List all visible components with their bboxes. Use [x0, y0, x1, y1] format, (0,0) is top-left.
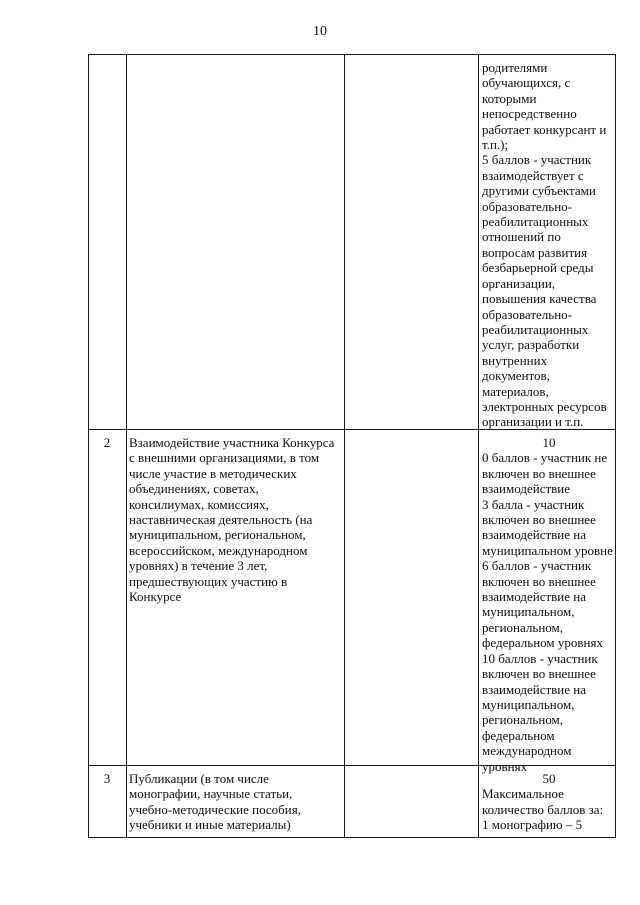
row-1-score-line: образовательно- [482, 306, 572, 322]
row-1-score-cell [482, 60, 616, 430]
table-border-top [88, 54, 616, 55]
row-1-score-line: реабилитационных [482, 214, 589, 230]
row-2-criterion-line: с внешними организациями, в том [129, 450, 320, 466]
row-1-score-line: реабилитационных [482, 321, 589, 337]
row-2-score-line: 6 баллов - участник [482, 558, 592, 574]
row-2-number: 2 [103, 435, 111, 450]
row-3-criterion-line: монографии, научные статьи, [129, 786, 293, 802]
row-3-criterion-line: Публикации (в том числе [129, 771, 269, 786]
row-1-score-line: другими субъектами [482, 183, 596, 199]
row-1-score-line: образовательно- [482, 198, 572, 214]
row-2-score-line: уровнях [482, 758, 528, 774]
row-2-max-score: 10 [542, 435, 556, 450]
row-2-score-line: включен во внешнее [482, 666, 596, 682]
table-border-col1 [126, 54, 127, 838]
row-2-score-line: 3 балла - участник [482, 496, 585, 512]
row-1-score-line: отношений по [482, 229, 561, 245]
row-1-score-line: взаимодействует с [482, 167, 584, 183]
row-3-criterion-cell [129, 771, 343, 833]
row-3-score-line: Максимальное [482, 786, 564, 802]
row-2-score-line: 10 баллов - участник [482, 650, 598, 666]
row-2-score-line: 0 баллов - участник не [482, 450, 608, 466]
row-2-score-line: международном [482, 743, 572, 759]
row-1-score-line: непосредственно [482, 106, 577, 122]
row-2-score-line: муниципальном уровне [482, 542, 613, 558]
row-1-score-line: организации, [482, 275, 556, 291]
row-2-criterion-line: консилиумах, комиссиях, [129, 496, 269, 512]
row-2-criterion-line: наставническая деятельность (на [129, 512, 313, 528]
row-2-criterion-line: муниципальном, региональном, [129, 527, 306, 543]
row-1-score-line: работает конкурсант и [482, 121, 607, 137]
row-3-score-cell [482, 771, 616, 833]
row-2-score-line: федеральном уровнях [482, 635, 603, 651]
row-2-criterion-line: Взаимодействие участника Конкурса [129, 435, 335, 450]
row-2-criterion-line: уровнях) в течение 3 лет, [129, 558, 268, 574]
row-1-score-line: обучающихся, с [482, 75, 571, 91]
row-2-score-line: включен во внешнее [482, 573, 596, 589]
row-2-criterion-line: предшествующих участию в [129, 573, 288, 589]
row-1-score-line: которыми [482, 90, 537, 106]
row-1-score-line: документов, [482, 368, 550, 384]
row-2-score-line: региональном, [482, 619, 564, 635]
row-2-score-line: муниципальном, [482, 696, 575, 712]
row-1-score-line: материалов, [482, 383, 549, 399]
row-2-score-line: региональном, [482, 712, 564, 728]
row-2-score-line: взаимодействие на [482, 589, 586, 605]
row-2-score-line: включен во внешнее [482, 512, 596, 528]
row-1-score-line: повышения качества [482, 291, 597, 307]
row-2-criterion-line: всероссийском, международном [129, 542, 308, 558]
table-border-col3 [478, 54, 479, 838]
table-border-col2 [344, 54, 345, 838]
row-2-score-line: взаимодействие на [482, 527, 586, 543]
row-1-score-line: безбарьерной среды [482, 260, 594, 276]
row-1-score-line: внутренних [482, 352, 548, 368]
row-2-criterion-line: Конкурсе [129, 589, 182, 605]
row-3-criterion-line: учебники и иные материалы) [129, 817, 291, 833]
row-3-max-score: 50 [542, 771, 556, 786]
row-1-score-line: т.п.); [482, 137, 509, 153]
table-border-bottom [88, 837, 616, 838]
row-1-score-line: организации и т.п. [482, 414, 584, 430]
row-2-score-cell [482, 435, 616, 774]
page-number: 10 [313, 24, 327, 39]
row-2-criterion-line: числе участие в методических [129, 465, 297, 481]
row-3-score-line: количество баллов за: [482, 801, 604, 817]
row-2-score-line: включен во внешнее [482, 465, 596, 481]
row-1-score-line: вопросам развития [482, 244, 588, 260]
row-2-score-line: взаимодействие на [482, 681, 586, 697]
row-3-criterion-line: учебно-методические пособия, [129, 801, 301, 817]
row-1-score-line: услуг, разработки [482, 337, 580, 353]
row-1-score-line: родителями [482, 60, 548, 75]
row-2-score-line: муниципальном, [482, 604, 575, 620]
row-1-score-line: электронных ресурсов [482, 398, 607, 414]
row-2-score-line: федеральном [482, 727, 555, 743]
row-2-criterion-line: объединениях, советах, [129, 481, 259, 497]
row-3-number: 3 [103, 771, 111, 786]
row-1-score-line: 5 баллов - участник [482, 152, 592, 168]
row-2-score-line: взаимодействие [482, 481, 571, 497]
row-2-criterion-cell [129, 435, 343, 604]
criteria-table [88, 54, 616, 838]
row-3-score-line: 1 монографию – 5 [482, 817, 583, 833]
